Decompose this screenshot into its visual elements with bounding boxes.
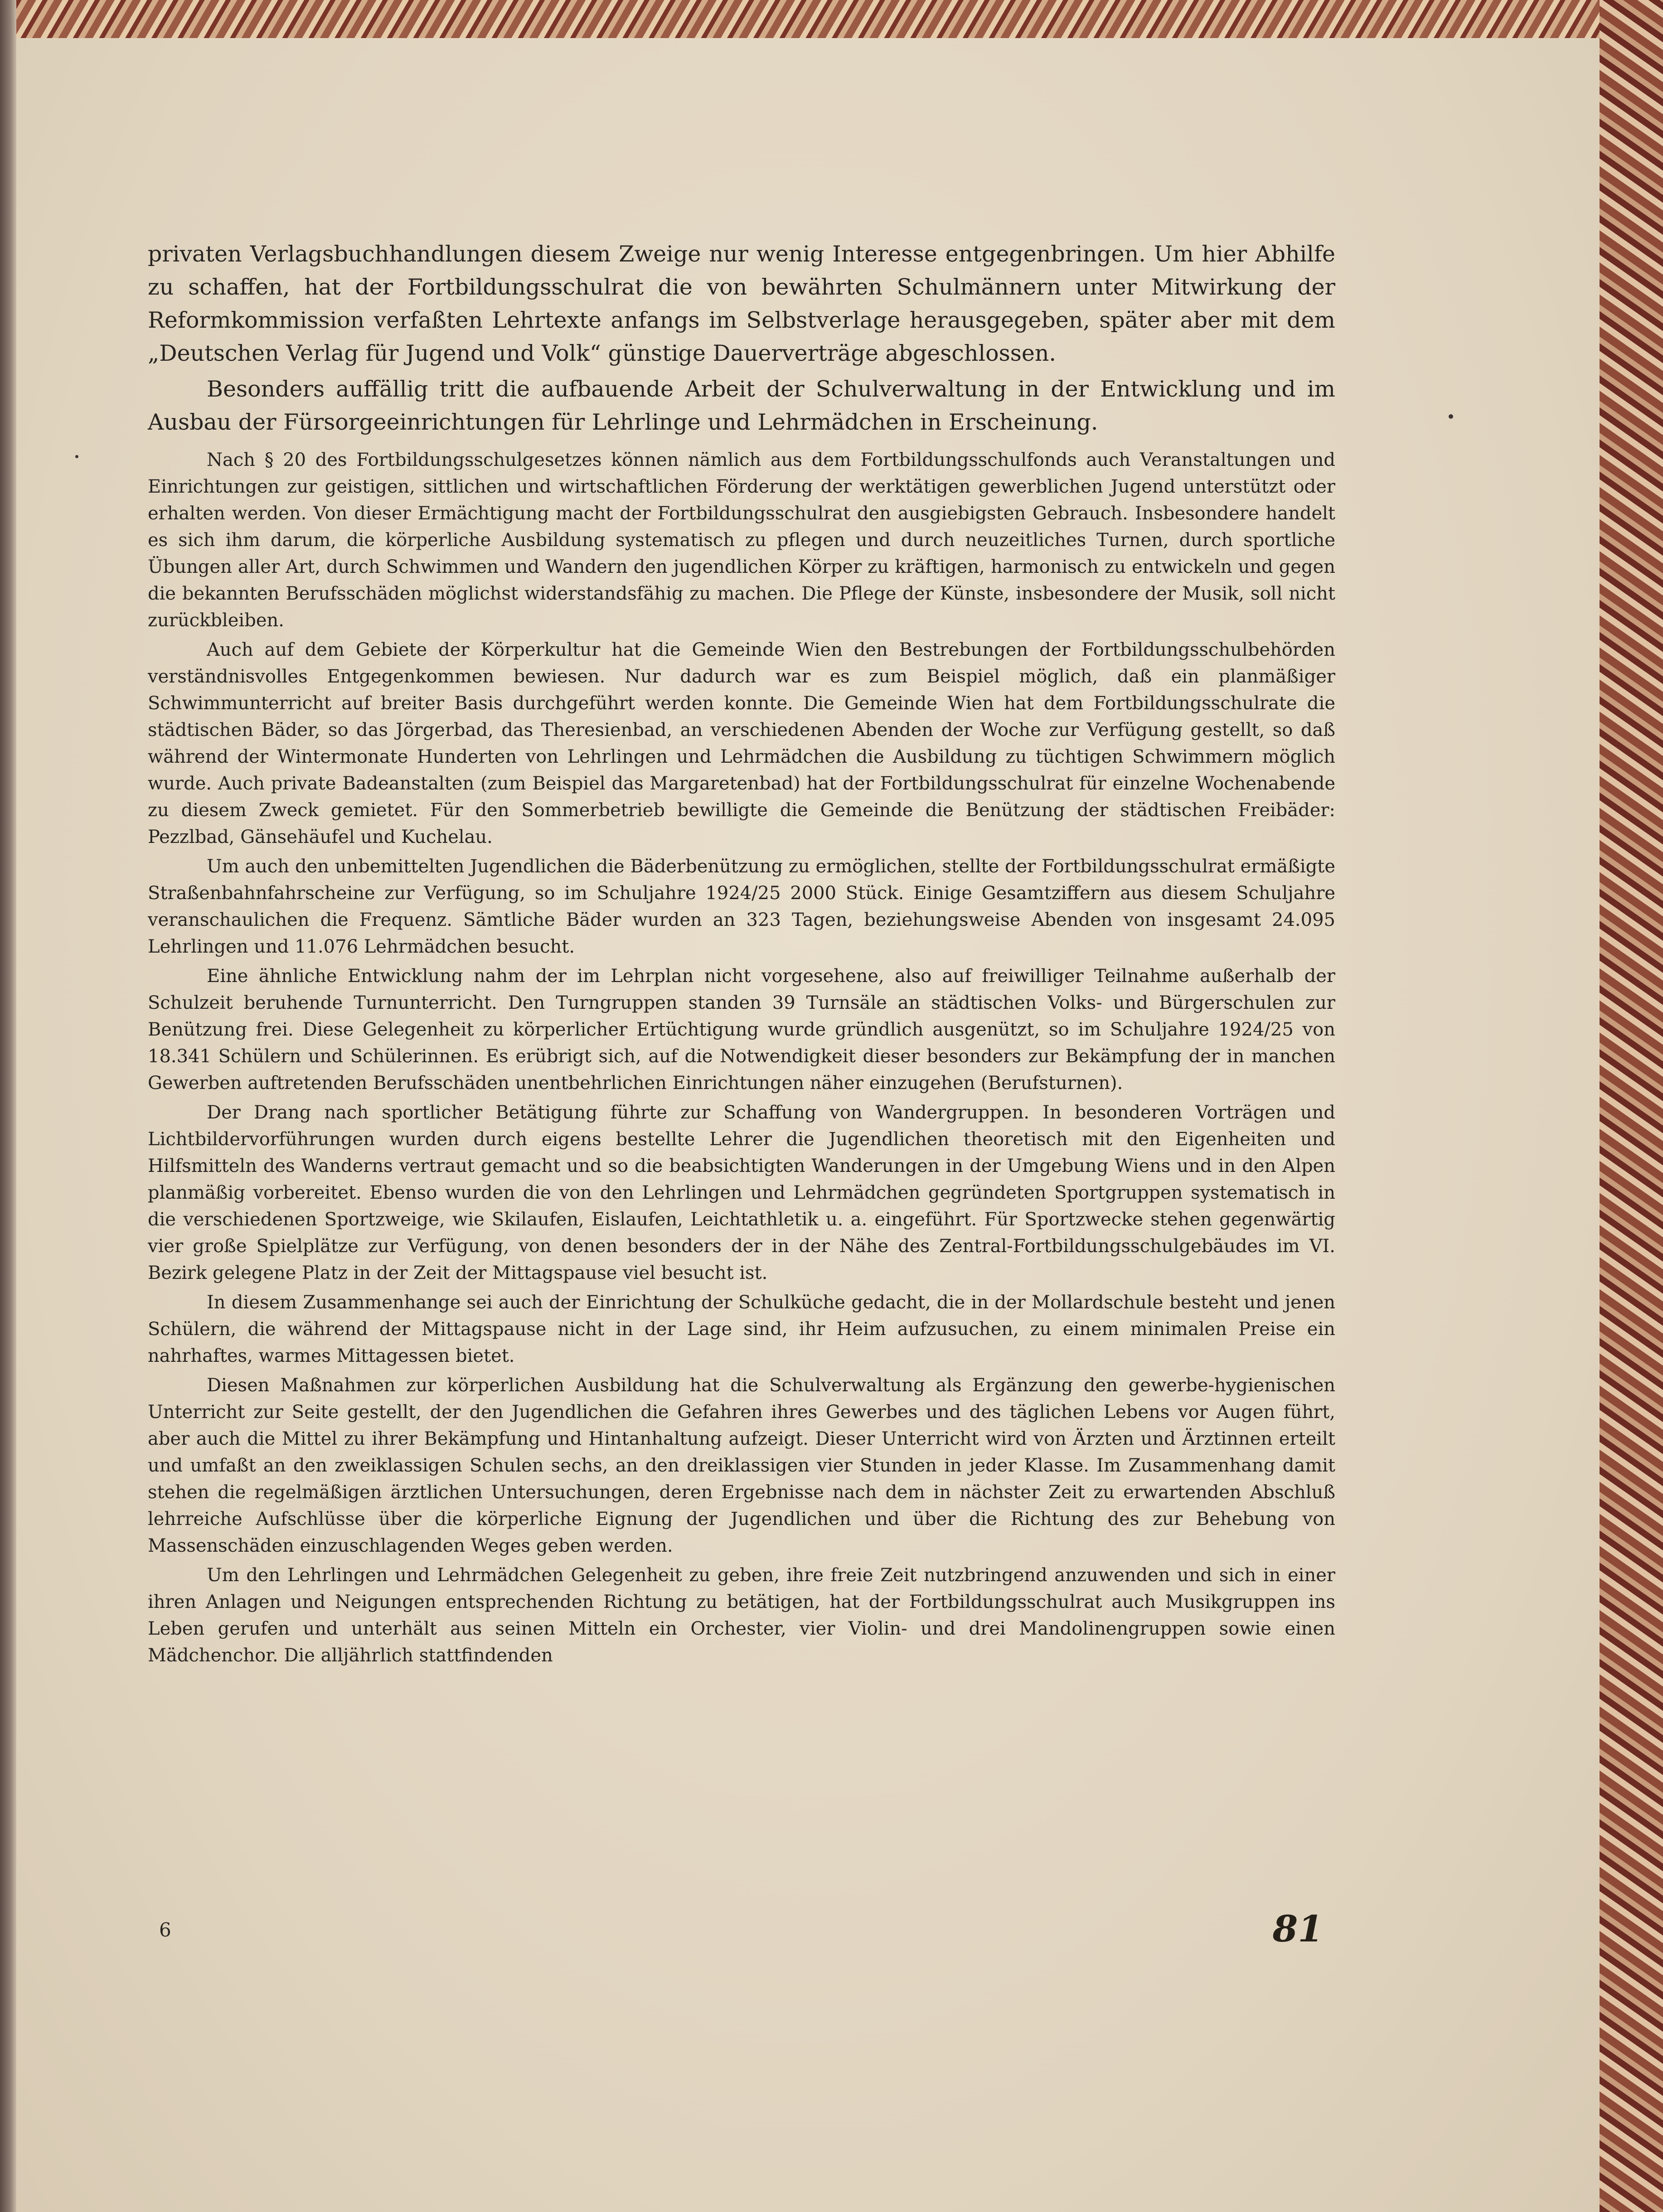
paragraph-9: Diesen Maßnahmen zur körperlichen Ausbildung hat die Schulverwaltung als Ergänzung den gewerbe-hygienischen Unterricht zur Seite gestellt, der den Jugendlichen die Gefahren ihres Gewerbes und des täglichen Lebens vor Augen führt, aber auch die Mittel zu ihrer Bekämpfung und Hintanhaltung aufzeigt. Dieser Unterricht wird von Ärzten und Ärztinnen erteilt und umfaßt an den zweiklassigen Schulen sechs, an den dreiklassigen vier Stunden in jeder Klasse. Im Zusammenhang damit stehen die regelmäßigen ärztlichen Untersuchungen, deren Ergebnisse nach dem in nächster Zeit zu erwartenden Abschluß lehrreiche Aufschlüsse über die körperliche Eignung der Jugendlichen und über die Richtung des zur Behebung von Massenschäden einzuschlagenden Weges geben werden. [148,1375,1335,1556]
paragraph-8: In diesem Zusammenhange sei auch der Einrichtung der Schulküche gedacht, die in der Mollardschule besteht und jenen Schülern, die während der Mittagspause nicht in der Lage sind, ihr Heim aufzusuchen, zu einem minimalen Preise ein nahrhaftes, warmes Mittagessen bietet. [148,1292,1335,1366]
paragraph-3: Nach § 20 des Fortbildungsschulgesetzes können nämlich aus dem Fortbildungsschulfonds auch Veranstaltungen und Einrichtungen zur geistigen, sittlichen und wirtschaftlichen Förderung der werktätigen gewerblichen Jugend unterstützt oder erhalten werden. Von dieser Ermächtigung macht der Fortbildungsschulrat den ausgiebigsten Gebrauch. Insbesondere handelt es sich ihm darum, die körperliche Ausbildung systematisch zu pflegen und durch neuzeitliches Turnen, durch sportliche Übungen aller Art, durch Schwimmen und Wandern den jugendlichen Körper zu kräftigen, harmonisch zu entwickeln und gegen die bekannten Berufsschäden möglichst widerstandsfähig zu machen. Die Pflege der Künste, insbesondere der Musik, soll nicht zurückbleiben. [148,450,1335,631]
body-text [148,237,1335,1669]
book-page [16,38,1600,2212]
paragraph-1: privaten Verlagsbuchhandlungen diesem Zweige nur wenig Interesse entgegenbringen. Um hier Abhilfe zu schaffen, hat der Fortbildungsschulrat die von bewährten Schulmännern unter Mitwirkung der Reformkommission verfaßten Lehrtexte anfangs im Selbstverlage herausgegeben, später aber mit dem „Deutschen Verlag für Jugend und Volk“ günstige Dauerverträge abgeschlossen. [148,241,1335,366]
signature-mark: 6 [159,1919,171,1941]
paragraph-4: Auch auf dem Gebiete der Körperkultur hat die Gemeinde Wien den Bestrebungen der Fortbildungsschulbehörden verständnisvolles Entgegenkommen bewiesen. Nur dadurch war es zum Beispiel möglich, daß ein planmäßiger Schwimmunterricht auf breiter Basis durchgeführt werden konnte. Die Gemeinde Wien hat dem Fortbildungsschulrate die städtischen Bäder, so das Jörgerbad, das Theresienbad, an verschiedenen Abenden der Woche zur Verfügung gestellt, so daß während der Wintermonate Hunderten von Lehrlingen und Lehrmädchen die Ausbildung zu tüchtigen Schwimmern möglich wurde. Auch private Badeanstalten (zum Beispiel das Margaretenbad) hat der Fortbildungsschulrat für einzelne Wochenabende zu diesem Zweck gemietet. Für den Sommerbetrieb bewilligte die Gemeinde die Benützung der städtischen Freibäder: Pezzlbad, Gänsehäufel und Kuchelau. [148,639,1335,847]
paragraph-2: Besonders auffällig tritt die aufbauende Arbeit der Schulverwaltung in der Entwicklung und im Ausbau der Fürsorgeeinrichtungen für Lehrlinge und Lehrmädchen in Erscheinung. [148,376,1335,435]
paragraph-6: Eine ähnliche Entwicklung nahm der im Lehrplan nicht vorgesehene, also auf freiwilliger Teilnahme außerhalb der Schulzeit beruhende Turnunterricht. Den Turngruppen standen 39 Turnsäle an städtischen Volks- und Bürgerschulen zur Benützung frei. Diese Gelegenheit zu körperlicher Ertüchtigung wurde gründlich ausgenützt, so im Schuljahre 1924/25 von 18.341 Schülern und Schülerinnen. Es erübrigt sich, auf die Notwendigkeit dieser besonders zur Bekämpfung der in manchen Gewerben auftretenden Berufsschäden unentbehrlichen Einrichtungen näher einzugehen (Berufsturnen). [148,966,1335,1094]
page-number: 81 [1272,1907,1323,1950]
paragraph-5: Um auch den unbemittelten Jugendlichen die Bäderbenützung zu ermöglichen, stellte der Fortbildungsschulrat ermäßigte Straßenbahnfahrscheine zur Verfügung, so im Schuljahre 1924/25 2000 Stück. Einige Gesamtziffern aus diesem Schuljahre veranschaulichen die Frequenz. Sämtliche Bäder wurden an 323 Tagen, beziehungsweise Abenden von insgesamt 24.095 Lehrlingen und 11.076 Lehrmädchen besucht. [148,856,1335,957]
book-binding-edge [0,0,16,2212]
ink-speck [1449,414,1453,419]
ink-speck [75,455,78,458]
marbled-endpaper-right [1600,0,1663,2212]
marbled-endpaper-top [16,0,1600,38]
paragraph-7: Der Drang nach sportlicher Betätigung führte zur Schaffung von Wandergruppen. In besonderen Vorträgen und Lichtbildervorführungen wurden durch eigens bestellte Lehrer die Jugendlichen theoretisch mit den Eigenheiten und Hilfsmitteln des Wanderns vertraut gemacht und so die beabsichtigten Wanderungen in der Umgebung Wiens und in den Alpen planmäßig vorbereitet. Ebenso wurden die von den Lehrlingen und Lehrmädchen gegründeten Sportgruppen systematisch in die verschiedenen Sportzweige, wie Skilaufen, Eislaufen, Leichtathletik u. a. eingeführt. Für Sportzwecke stehen gegenwärtig vier große Spielplätze zur Verfügung, von denen besonders der in der Nähe des Zentral-Fortbildungsschulgebäudes im VI. Bezirk gelegene Platz in der Zeit der Mittagspause viel besucht ist. [148,1102,1335,1283]
paragraph-10: Um den Lehrlingen und Lehrmädchen Gelegenheit zu geben, ihre freie Zeit nutzbringend anzuwenden und sich in einer ihren Anlagen und Neigungen entsprechenden Richtung zu betätigen, hat der Fortbildungsschulrat auch Musikgruppen ins Leben gerufen und unterhält aus seinen Mitteln ein Orchester, vier Violin- und drei Mandolinengruppen sowie einen Mädchenchor. Die alljährlich stattfindenden [148,1565,1335,1666]
